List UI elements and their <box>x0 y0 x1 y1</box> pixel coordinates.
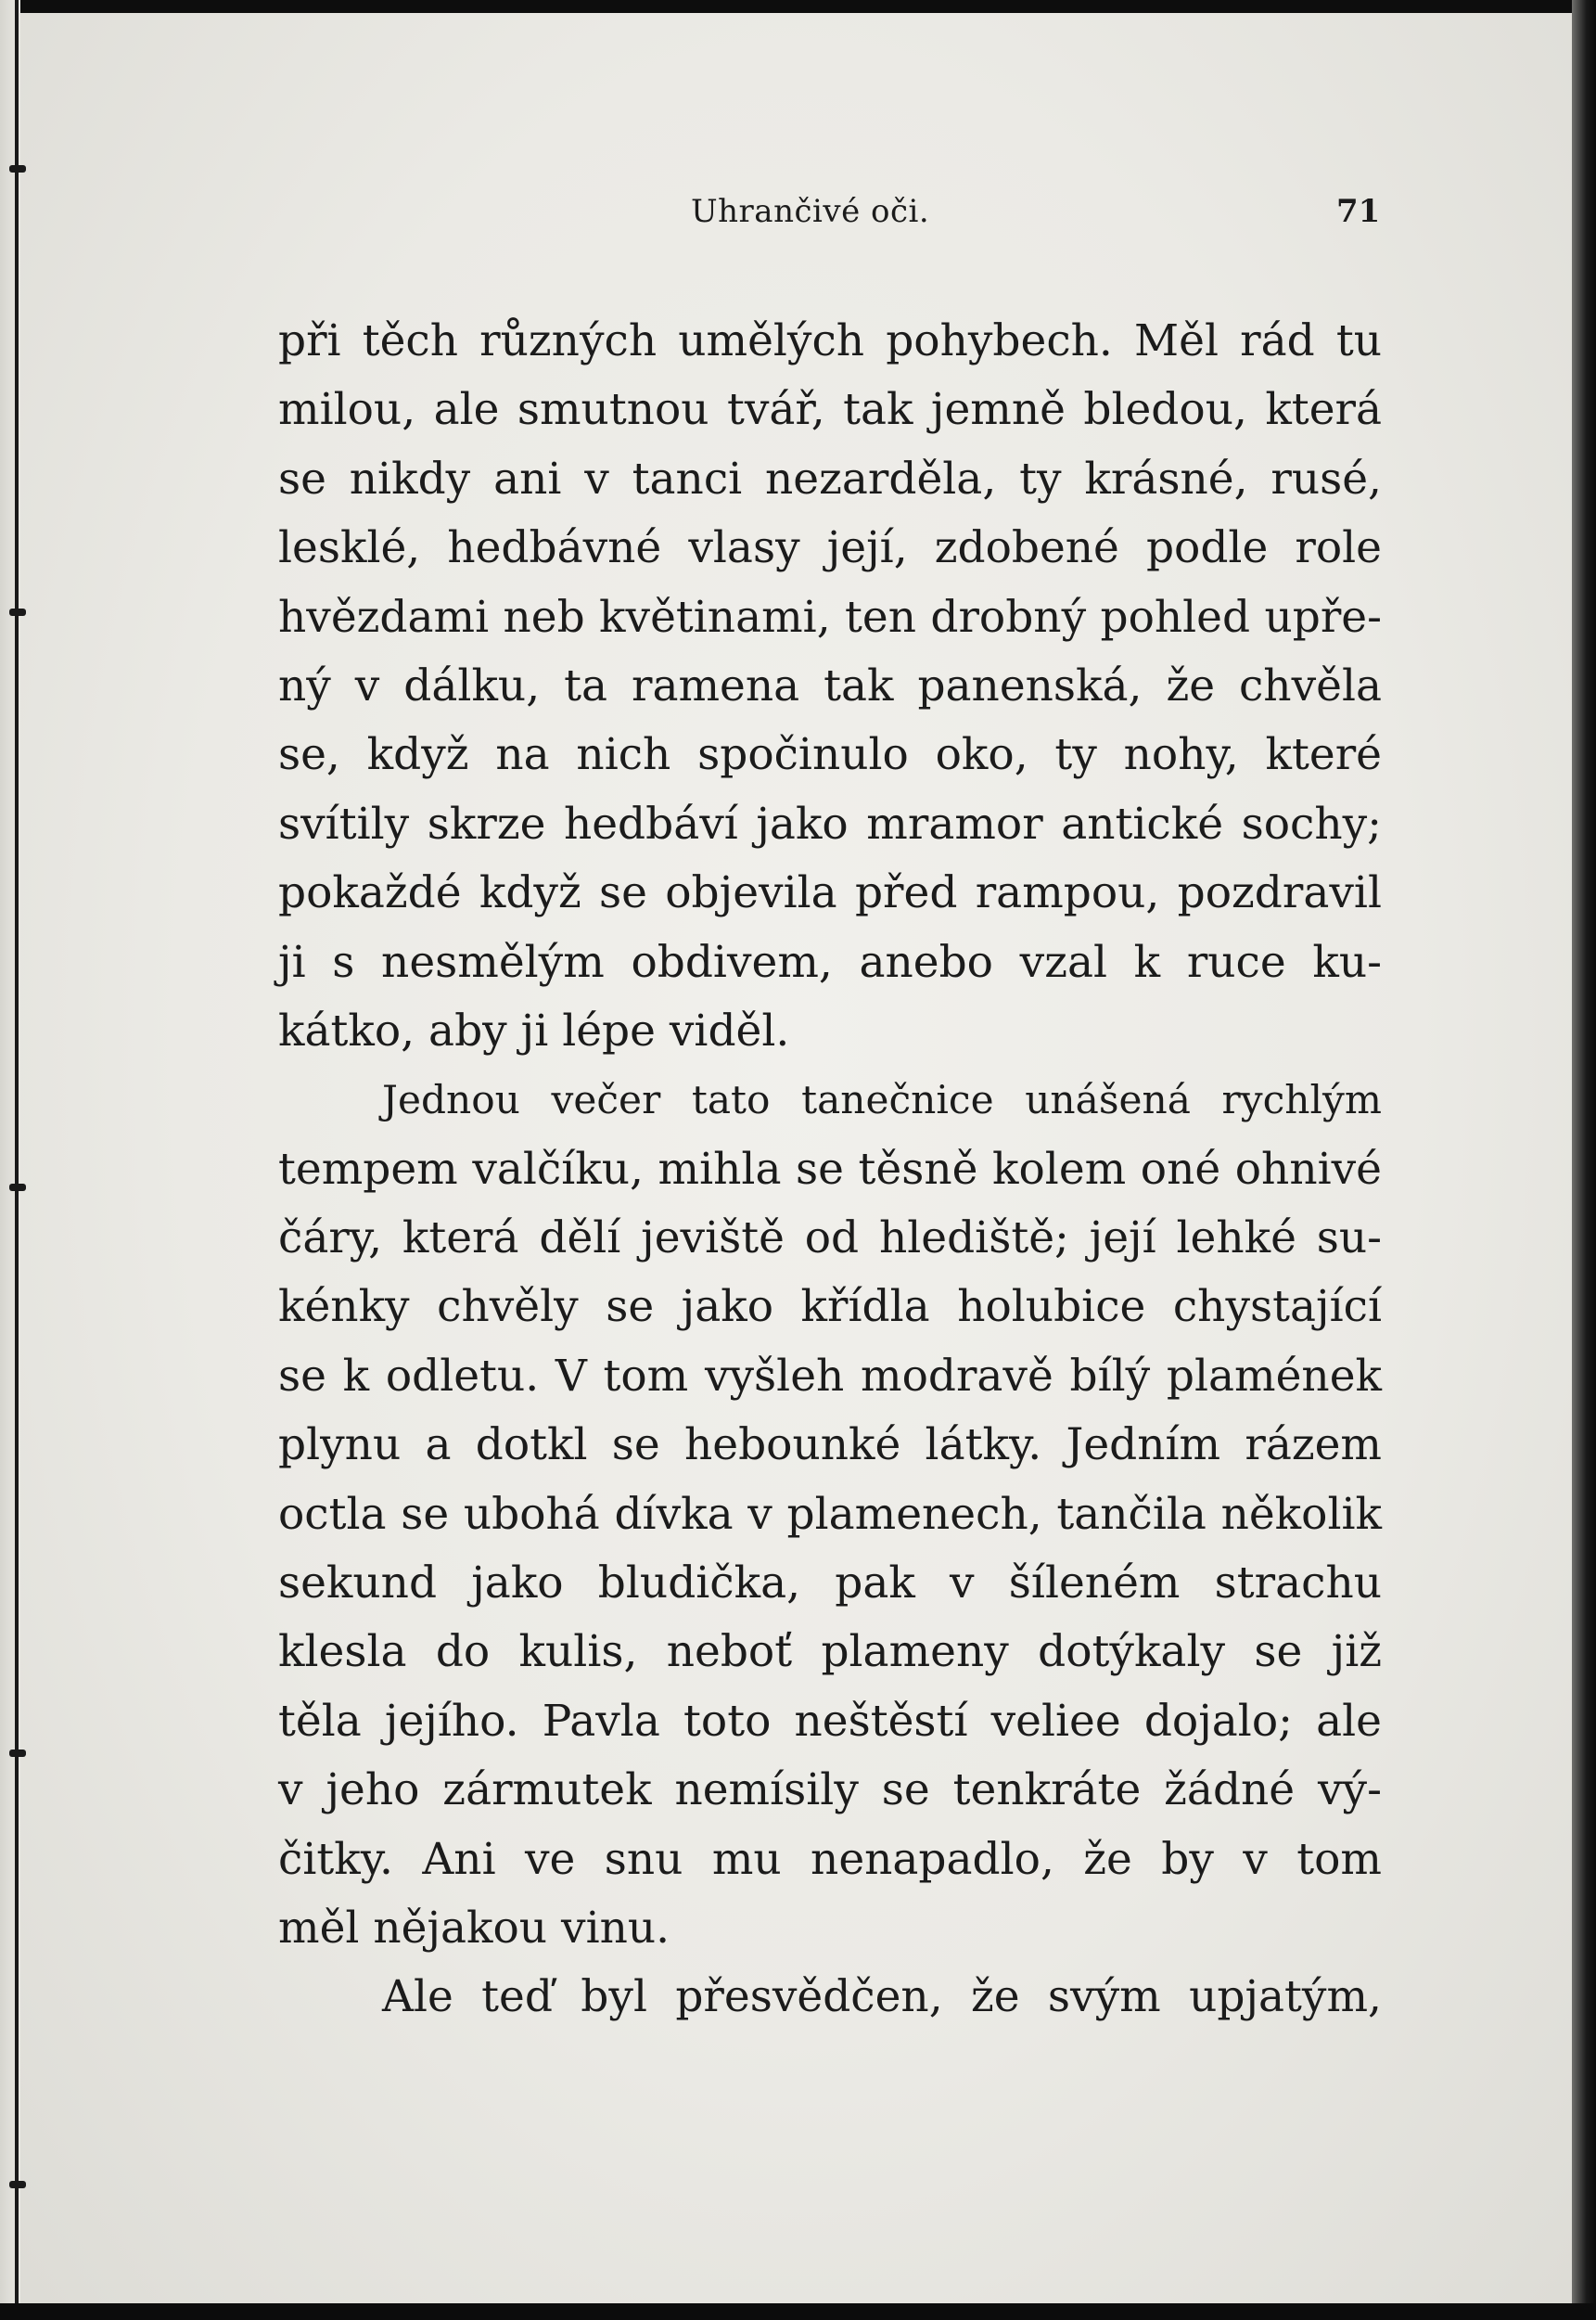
text-line: tempem valčíku, mihla se těsně kolem oné ohnivé <box>278 1143 1382 1195</box>
binding-clip-icon <box>7 160 28 180</box>
binding-line <box>15 0 19 2320</box>
text-line: měl nějakou vinu. <box>278 1902 670 1954</box>
scan-edge-top <box>0 0 1596 13</box>
paragraph-start-line: Ale teď byl přesvědčen, že svým upjatým, <box>382 1971 1382 2023</box>
text-line: sekund jako bludička, pak v šíleném strachu <box>278 1557 1382 1609</box>
binding-clip-icon <box>7 603 28 623</box>
text-line: čitky. Ani ve snu mu nenapadlo, že by v tom <box>278 1833 1382 1885</box>
body-text <box>278 314 1382 2039</box>
text-line: lesklé, hedbávné vlasy její, zdobené podle role <box>278 522 1382 574</box>
text-line: plynu a dotkl se hebounké látky. Jedním rázem <box>278 1419 1382 1471</box>
text-line: svítily skrze hedbáví jako mramor antické sochy; <box>278 798 1382 850</box>
text-line: v jeho zármutek nemísily se tenkráte žádné vý- <box>278 1764 1382 1816</box>
text-line: milou, ale smutnou tvář, tak jemně bledou, která <box>278 384 1382 436</box>
text-line: pokaždé když se objevila před rampou, pozdravil <box>278 867 1382 919</box>
scan-edge-bottom <box>0 2303 1596 2320</box>
text-line: čáry, která dělí jeviště od hlediště; její lehké su- <box>278 1212 1382 1264</box>
text-line: se, když na nich spočinulo oko, ty nohy, které <box>278 729 1382 781</box>
scan-edge-right <box>1572 0 1596 2320</box>
text-line: kénky chvěly se jako křídla holubice chystající <box>278 1281 1382 1333</box>
paragraph-start-line: Jednou večer tato tanečnice unášená rychlým <box>382 1077 1382 1123</box>
binding-clip-icon <box>7 1744 28 1764</box>
text-line: kátko, aby ji lépe viděl. <box>278 1005 790 1057</box>
text-line: při těch různých umělých pohybech. Měl rád tu <box>278 315 1382 366</box>
page-number: 71 <box>1336 193 1381 230</box>
running-title: Uhrančivé oči. <box>691 193 930 230</box>
text-line: se k odletu. V tom vyšleh modravě bílý plamének <box>278 1350 1382 1402</box>
text-line: těla jejího. Pavla toto neštěstí veliee dojalo; ale <box>278 1695 1382 1747</box>
text-line: ji s nesmělým obdivem, anebo vzal k ruce ku- <box>278 936 1382 988</box>
text-line: ný v dálku, ta ramena tak panenská, že chvěla <box>278 660 1382 711</box>
binding-clip-icon <box>7 1178 28 1198</box>
text-line: se nikdy ani v tanci nezarděla, ty krásné, rusé, <box>278 453 1382 505</box>
text-line: klesla do kulis, neboť plameny dotýkaly se již <box>278 1626 1382 1678</box>
binding-clip-icon <box>7 2175 28 2196</box>
text-line: hvězdami neb květinami, ten drobný pohled upře- <box>278 591 1382 643</box>
text-line: octla se ubohá dívka v plamenech, tančila několik <box>278 1488 1382 1540</box>
